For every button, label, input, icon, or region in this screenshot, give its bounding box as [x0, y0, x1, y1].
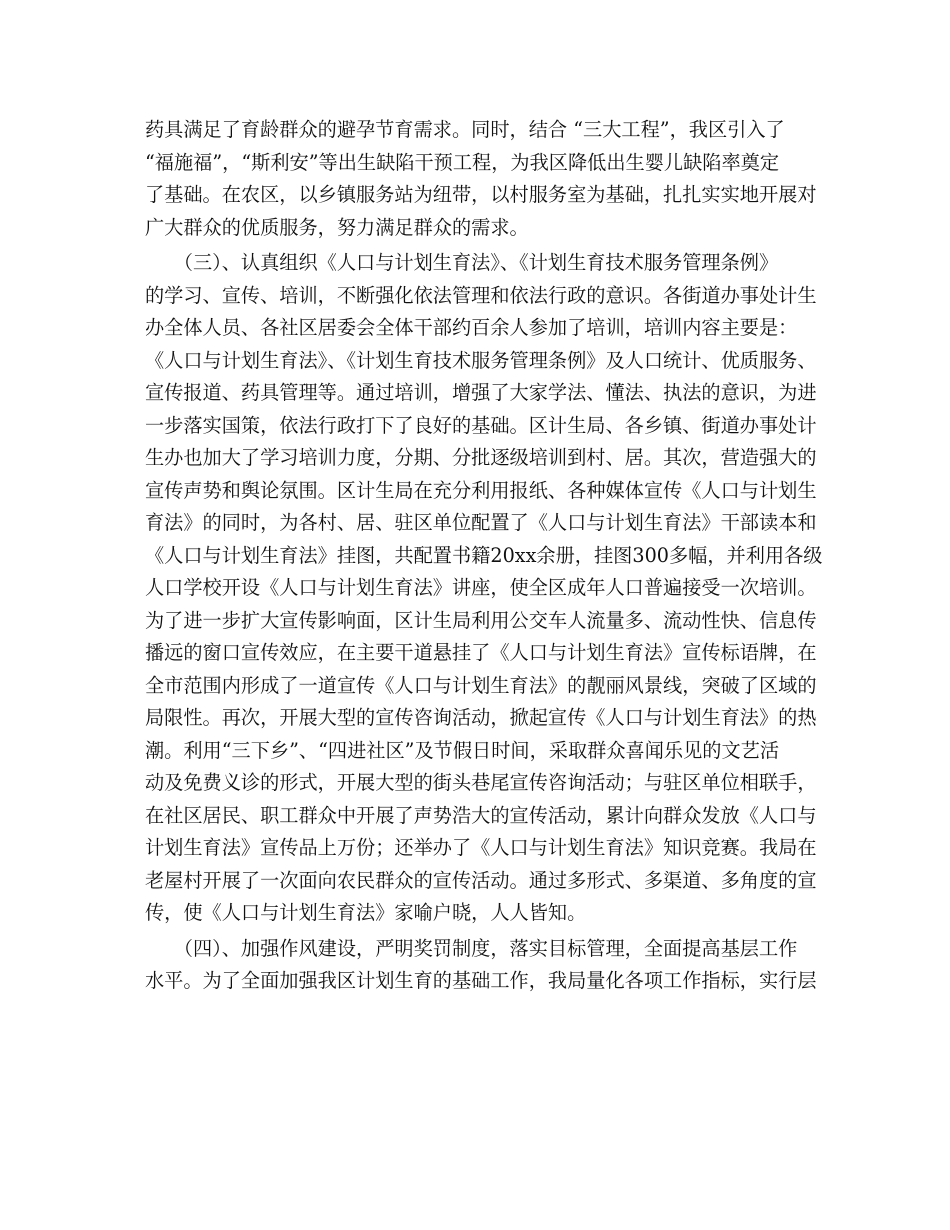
text-line: 药具满足了育龄群众的避孕节育需求。同时，结合 “三大工程”，我区引入了 [145, 118, 785, 141]
text-line: “福施福”，“斯利安”等出生缺陷干预工程，为我区降低出生婴儿缺陷率奠定 [145, 150, 780, 174]
text-line: 为了进一步扩大宣传影响面，区计生局利用公交车人流量多、流动性快、信息传 [145, 608, 817, 632]
paragraph-4-start: （四）、加强作风建设，严明奖罚制度，落实目标管理，全面提高基层工作 [145, 936, 798, 960]
text-line: 生办也加大了学习培训力度，分期、分批逐级培训到村、居。其次，营造强大的 [145, 446, 817, 469]
text-line: 潮。利用“三下乡”、“四进社区”及节假日时间，采取群众喜闻乐见的文艺活 [145, 738, 780, 762]
text-line: 全市范围内形成了一道宣传《人口与计划生育法》的靓丽风景线，突破了区域的 [145, 673, 817, 697]
text-line: 水平。为了全面加强我区计划生育的基础工作，我局量化各项工作指标，实行层 [145, 969, 817, 992]
text-line: 在社区居民、职工群众中开展了声势浩大的宣传活动，累计向群众发放《人口与 [145, 803, 817, 827]
text-line: 动及免费义诊的形式，开展大型的街头巷尾宣传咨询活动；与驻区单位相联手， [145, 771, 817, 794]
text-line: 传，使《人口与计划生育法》家喻户晓，人人皆知。 [145, 901, 587, 924]
text-line: 了基础。在农区，以乡镇服务站为纽带，以村服务室为基础，扎扎实实地开展对 [145, 183, 817, 206]
paragraph-3-start: （三）、认真组织《人口与计划生育法》、《计划生育技术服务管理条例》 [145, 251, 779, 274]
text-line: 播远的窗口宣传效应，在主要干道悬挂了《人口与计划生育法》宣传标语牌，在 [145, 641, 817, 664]
text-line: 宣传报道、药具管理等。通过培训，增强了大家学法、懂法、执法的意识，为进 [145, 381, 817, 404]
text-line: 老屋村开展了一次面向农民群众的宣传活动。通过多形式、多渠道、多角度的宣 [145, 868, 817, 892]
text-line: 局限性。再次，开展大型的宣传咨询活动，掀起宣传《人口与计划生育法》的热 [145, 706, 817, 729]
text-line: 《人口与计划生育法》、《计划生育技术服务管理条例》及人口统计、优质服务、 [145, 348, 817, 372]
text-line: 计划生育法》宣传品上万份；还举办了《人口与计划生育法》知识竞赛。我局在 [145, 836, 817, 859]
body-text [145, 114, 823, 998]
text-line: 广大群众的优质服务，努力满足群众的需求。 [145, 215, 529, 239]
text-line: 一步落实国策，依法行政打下了良好的基础。区计生局、各乡镇、街道办事处计 [145, 413, 817, 437]
text-line: 办全体人员、各社区居委会全体干部约百余人参加了培训，培训内容主要是： [145, 316, 798, 339]
text-line: 宣传声势和舆论氛围。区计生局在充分利用报纸、各种媒体宣传《人口与计划生 [145, 478, 817, 502]
text-line: 育法》的同时，为各村、居、驻区单位配置了《人口与计划生育法》干部读本和 [145, 511, 817, 534]
text-line: 的学习、宣传、培训，不断强化依法管理和依法行政的意识。各街道办事处计生 [145, 283, 817, 307]
text-line: 《人口与计划生育法》挂图，共配置书籍20xx余册，挂图300多幅，并利用各级 [145, 543, 823, 567]
text-line: 人口学校开设《人口与计划生育法》讲座，使全区成年人口普遍接受一次培训。 [145, 576, 817, 599]
